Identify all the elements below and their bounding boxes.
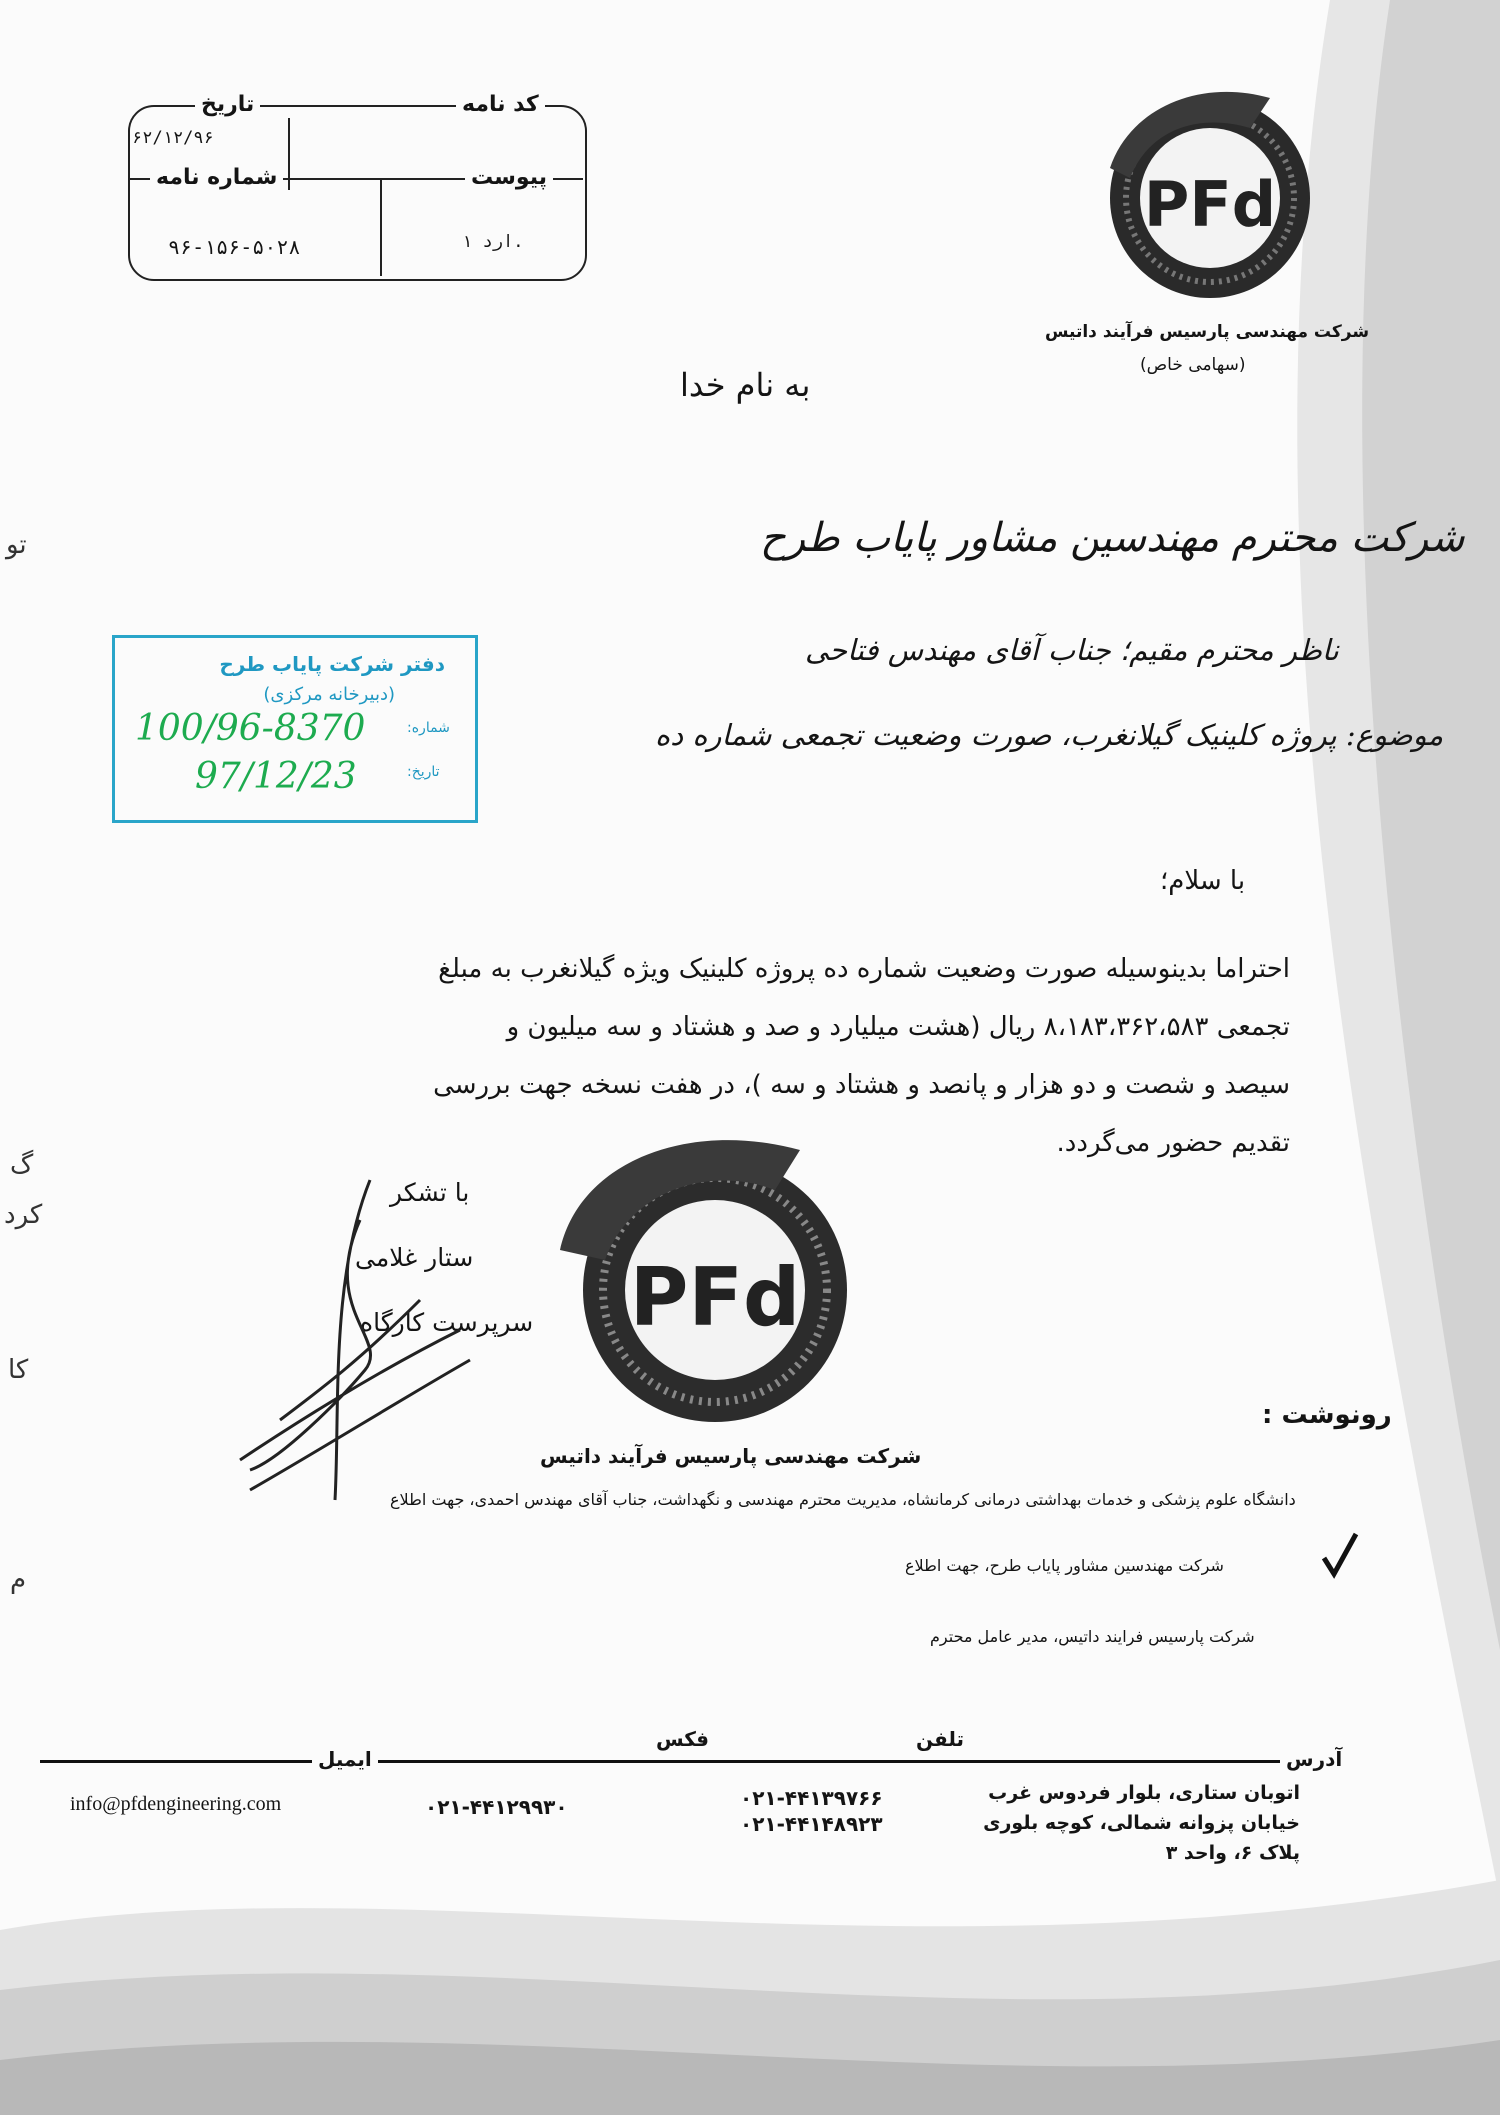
handwritten-signature xyxy=(220,1160,480,1540)
stamp-number-label: شماره: xyxy=(407,720,450,736)
edge-fragment: کرد xyxy=(4,1200,43,1230)
supervisor-line: ناظر محترم مقیم؛ جناب آقای مهندس فتاحی xyxy=(805,633,1339,667)
phone-2: ۰۲۱-۴۴۱۴۸۹۲۳ xyxy=(740,1812,883,1836)
stamp-date-value: 97/12/23 xyxy=(195,756,357,797)
signer-title: سرپرست کارگاه xyxy=(360,1308,534,1337)
svg-text:PFd: PFd xyxy=(1143,168,1277,241)
address-line: پلاک ۶، واحد ۳ xyxy=(1165,1842,1300,1864)
company-name-header: شرکت مهندسی پارسیس فرآیند داتیس xyxy=(1045,322,1370,342)
edge-fragment: کا xyxy=(8,1355,29,1385)
edge-fragment: گ xyxy=(10,1150,34,1180)
body-line: سیصد و شصت و دو هزار و پانصد و هشتاد و سه )، در هفت نسخه جهت بررسی xyxy=(433,1070,1290,1100)
received-stamp xyxy=(112,635,478,823)
date-label: تاریخ xyxy=(195,92,260,117)
attachment-label: پیوست xyxy=(465,165,553,190)
stamp-date-label: تاریخ: xyxy=(407,764,440,780)
address-line: خیابان پزوانه شمالی، کوچه بلوری xyxy=(983,1812,1300,1834)
edge-fragment: تو xyxy=(6,530,27,560)
cc-item: دانشگاه علوم پزشکی و خدمات بهداشتی درمانی کرمانشاه، مدیریت محترم مهندسی و نگهداشت، جناب آقای مهندس احمدی، جهت اطلاع xyxy=(390,1490,1296,1509)
stamp-secretariat: (دبیرخانه مرکزی) xyxy=(263,684,395,705)
attachment-value: ۱ ارد. xyxy=(462,232,524,252)
basmala: به نام خدا xyxy=(680,366,811,404)
cc-item: شرکت مهندسین مشاور پایاب طرح، جهت اطلاع xyxy=(905,1556,1224,1575)
email-address[interactable]: info@pfdengineering.com xyxy=(70,1793,282,1815)
svg-text:PFd: PFd xyxy=(629,1251,801,1344)
greeting: با سلام؛ xyxy=(1160,866,1246,896)
addressee: شرکت محترم مهندسین مشاور پایاب طرح xyxy=(760,515,1465,561)
stamp-office: دفتر شرکت پایاب طرح xyxy=(219,652,445,676)
edge-fragment: م xyxy=(10,1565,27,1595)
date-value: ۶۲/۱۲/۹۶ xyxy=(132,128,214,148)
footer-divider xyxy=(40,1760,1340,1763)
fax-number: ۰۲۱-۴۴۱۲۹۹۳۰ xyxy=(425,1795,568,1819)
company-logo-icon xyxy=(1080,68,1320,318)
phone-1: ۰۲۱-۴۴۱۳۹۷۶۶ xyxy=(740,1786,883,1810)
stamp-number-value: 100/96-8370 xyxy=(135,708,366,749)
subject-line: موضوع: پروژه کلینیک گیلانغرب، صورت وضعیت تجمعی شماره ده xyxy=(655,718,1444,752)
closing-thanks: با تشکر xyxy=(390,1178,470,1207)
body-line: احتراما بدینوسیله صورت وضعیت شماره ده پروژه کلینیک ویژه گیلانغرب به مبلغ xyxy=(438,954,1290,984)
company-seal-icon xyxy=(540,1120,870,1440)
cc-item: شرکت پارسیس فرایند داتیس، مدیر عامل محترم xyxy=(930,1627,1255,1646)
company-type: (سهامی خاص) xyxy=(1140,355,1246,375)
email-label: ایمیل xyxy=(312,1747,378,1771)
phone-label: تلفن xyxy=(910,1727,970,1751)
info-box-divider-v1 xyxy=(288,118,290,190)
letter-no-value: ۹۶-۱۵۶-۵۰۲۸ xyxy=(168,235,301,259)
letter-no-label: شماره نامه xyxy=(150,165,283,190)
body-line: تجمعی ۸،۱۸۳،۳۶۲،۵۸۳ ریال (هشت میلیارد و صد و هشتاد و سه میلیون و xyxy=(506,1012,1290,1042)
signer-name: ستار غلامی xyxy=(355,1243,474,1272)
code-label: کد نامه xyxy=(456,92,545,117)
cc-title: رونوشت : xyxy=(1262,1400,1392,1430)
info-box-divider-v2 xyxy=(380,178,382,276)
address-label: آدرس xyxy=(1280,1747,1348,1771)
fax-label: فکس xyxy=(650,1727,715,1751)
body-line: تقدیم حضور می‌گردد. xyxy=(1056,1128,1290,1158)
address-block xyxy=(970,1778,1300,1868)
address-line: اتوبان ستاری، بلوار فردوس غرب xyxy=(988,1782,1300,1804)
checkmark-icon xyxy=(1320,1530,1360,1580)
seal-company-name: شرکت مهندسی پارسیس فرآیند داتیس xyxy=(540,1444,922,1468)
